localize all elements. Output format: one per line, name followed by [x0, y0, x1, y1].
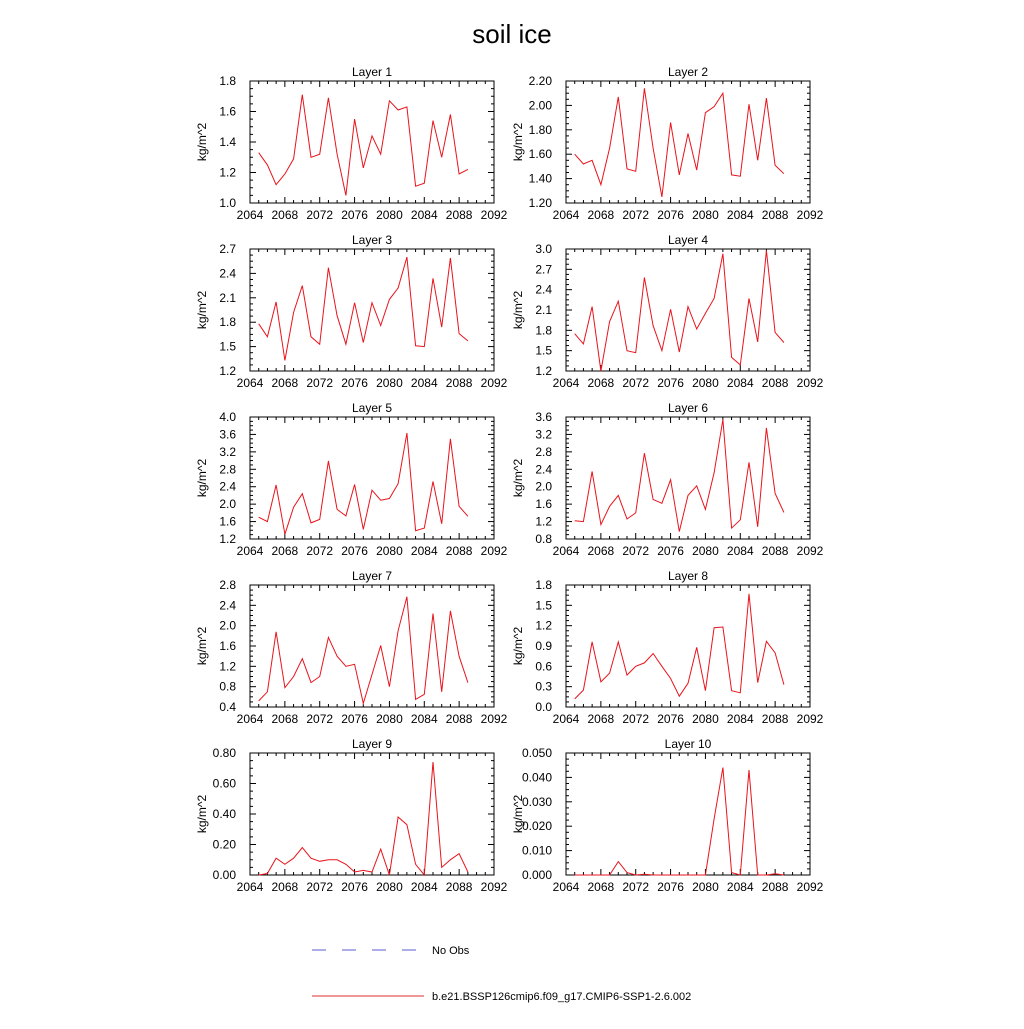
- y-tick-label: 1.80: [528, 122, 552, 137]
- series-line: [575, 594, 784, 699]
- x-tick-label: 2080: [376, 880, 403, 894]
- panel-title: Layer 7: [351, 569, 393, 583]
- x-tick-label: 2084: [726, 544, 754, 558]
- x-tick-label: 2076: [657, 712, 684, 726]
- y-tick-label: 2.4: [535, 282, 552, 297]
- panels-group: [195, 65, 824, 894]
- x-tick-label: 2092: [480, 208, 508, 222]
- x-tick-label: 2064: [236, 880, 264, 894]
- x-tick-label: 2076: [341, 712, 368, 726]
- y-tick-label: 1.4: [219, 135, 236, 149]
- plot-frame: [566, 585, 810, 707]
- y-tick-label: 0.8: [219, 679, 236, 694]
- y-tick-label: 0.040: [521, 770, 552, 785]
- legend: [312, 945, 691, 1003]
- y-tick-label: 0.9: [535, 639, 552, 653]
- plot-frame: [250, 417, 494, 539]
- panel-title: Layer 4: [667, 233, 709, 247]
- x-tick-label: 2064: [552, 208, 580, 222]
- y-tick-label: 1.0: [219, 196, 236, 210]
- x-tick-label: 2064: [552, 880, 580, 894]
- y-axis-label: kg/m^2: [511, 458, 525, 498]
- y-tick-label: 2.4: [535, 462, 552, 477]
- y-axis-label: kg/m^2: [195, 458, 209, 498]
- x-tick-label: 2084: [726, 208, 754, 222]
- panel-title: Layer 1: [351, 65, 393, 79]
- x-tick-label: 2072: [306, 376, 334, 390]
- panel-title: Layer 3: [351, 233, 393, 247]
- y-tick-label: 4.0: [219, 410, 236, 424]
- panel-layer-1: [195, 65, 508, 222]
- x-tick-label: 2080: [692, 712, 719, 726]
- y-tick-label: 2.4: [219, 598, 236, 613]
- y-tick-label: 0.60: [212, 776, 236, 791]
- x-tick-label: 2084: [410, 712, 438, 726]
- x-tick-label: 2076: [657, 880, 684, 894]
- series-line: [259, 597, 468, 704]
- x-tick-label: 2092: [796, 208, 824, 222]
- x-tick-label: 2080: [376, 208, 403, 222]
- x-tick-label: 2080: [376, 544, 403, 558]
- x-tick-label: 2064: [236, 544, 264, 558]
- x-tick-label: 2072: [306, 712, 334, 726]
- y-tick-label: 0.3: [535, 679, 552, 694]
- panel-title: Layer 5: [351, 401, 393, 415]
- x-tick-label: 2084: [410, 880, 438, 894]
- y-axis-label: kg/m^2: [195, 122, 209, 162]
- series-line: [575, 420, 784, 532]
- y-tick-label: 0.40: [212, 807, 236, 821]
- y-tick-label: 1.2: [535, 514, 552, 529]
- y-tick-label: 1.8: [535, 323, 552, 338]
- x-tick-label: 2072: [622, 208, 650, 222]
- x-tick-label: 2092: [796, 712, 824, 726]
- series-line: [575, 88, 784, 197]
- y-tick-label: 2.1: [535, 303, 552, 317]
- x-tick-label: 2068: [271, 376, 299, 390]
- x-tick-label: 2064: [552, 712, 580, 726]
- y-tick-label: 1.8: [219, 74, 236, 88]
- panel-layer-7: [195, 569, 508, 726]
- y-tick-label: 1.2: [219, 165, 236, 180]
- y-axis-label: kg/m^2: [511, 122, 525, 162]
- series-line: [259, 762, 468, 875]
- plot-frame: [250, 81, 494, 203]
- x-tick-label: 2080: [692, 880, 719, 894]
- y-tick-label: 0.000: [521, 868, 552, 882]
- panel-layer-6: [511, 401, 824, 558]
- y-tick-label: 2.8: [219, 578, 236, 592]
- panel-layer-9: [195, 737, 508, 894]
- y-axis-label: kg/m^2: [511, 794, 525, 834]
- y-tick-label: 3.2: [219, 444, 236, 459]
- panel-layer-8: [511, 569, 824, 726]
- y-tick-label: 1.2: [535, 364, 552, 378]
- y-tick-label: 0.4: [219, 700, 236, 714]
- y-tick-label: 0.8: [535, 532, 552, 546]
- y-tick-label: 0.20: [212, 837, 236, 852]
- x-tick-label: 2092: [480, 880, 508, 894]
- plot-frame: [250, 753, 494, 875]
- y-tick-label: 1.6: [535, 497, 552, 512]
- y-tick-label: 1.6: [219, 514, 236, 529]
- x-tick-label: 2092: [796, 376, 824, 390]
- x-tick-label: 2076: [341, 376, 368, 390]
- x-tick-label: 2068: [271, 208, 299, 222]
- x-tick-label: 2072: [622, 544, 650, 558]
- y-axis-label: kg/m^2: [511, 290, 525, 330]
- x-tick-label: 2076: [341, 208, 368, 222]
- x-tick-label: 2088: [761, 208, 789, 222]
- x-tick-label: 2072: [306, 544, 334, 558]
- x-tick-label: 2068: [587, 712, 615, 726]
- x-tick-label: 2064: [236, 208, 264, 222]
- x-tick-label: 2068: [587, 544, 615, 558]
- y-tick-label: 2.8: [535, 444, 552, 459]
- y-tick-label: 2.0: [535, 479, 552, 494]
- x-tick-label: 2092: [480, 712, 508, 726]
- y-tick-label: 1.2: [219, 364, 236, 378]
- series-line: [259, 433, 468, 534]
- y-axis-label: kg/m^2: [511, 626, 525, 666]
- y-tick-label: 0.6: [535, 659, 552, 674]
- x-tick-label: 2088: [445, 712, 473, 726]
- x-tick-label: 2080: [376, 712, 403, 726]
- x-tick-label: 2088: [761, 880, 789, 894]
- x-tick-label: 2068: [271, 880, 299, 894]
- x-tick-label: 2092: [480, 544, 508, 558]
- x-tick-label: 2076: [341, 544, 368, 558]
- panel-title: Layer 2: [667, 65, 709, 79]
- y-tick-label: 2.7: [535, 262, 552, 277]
- x-tick-label: 2084: [410, 544, 438, 558]
- y-tick-label: 1.6: [219, 639, 236, 653]
- x-tick-label: 2076: [657, 544, 684, 558]
- legend-label-model: b.e21.BSSP126cmip6.f09_g17.CMIP6-SSP1-2.6.002: [432, 991, 692, 1003]
- y-tick-label: 0.030: [521, 794, 552, 809]
- x-tick-label: 2084: [410, 376, 438, 390]
- y-tick-label: 2.4: [219, 266, 236, 281]
- x-tick-label: 2088: [445, 544, 473, 558]
- y-tick-label: 2.20: [528, 74, 552, 88]
- y-tick-label: 1.2: [219, 659, 236, 674]
- y-tick-label: 2.00: [528, 98, 552, 113]
- x-tick-label: 2068: [587, 376, 615, 390]
- panel-title: Layer 10: [664, 737, 712, 751]
- series-line: [259, 95, 468, 196]
- y-tick-label: 2.8: [219, 462, 236, 477]
- y-tick-label: 0.050: [521, 746, 552, 760]
- y-tick-label: 1.40: [528, 171, 552, 186]
- x-tick-label: 2068: [271, 712, 299, 726]
- y-tick-label: 0.020: [521, 819, 552, 834]
- x-tick-label: 2076: [341, 880, 368, 894]
- x-tick-label: 2072: [622, 880, 650, 894]
- x-tick-label: 2088: [761, 376, 789, 390]
- y-axis-label: kg/m^2: [195, 794, 209, 834]
- y-tick-label: 1.8: [219, 315, 236, 330]
- x-tick-label: 2088: [445, 880, 473, 894]
- y-tick-label: 0.010: [521, 843, 552, 858]
- y-tick-label: 2.0: [219, 618, 236, 633]
- x-tick-label: 2068: [587, 880, 615, 894]
- series-line: [575, 250, 784, 371]
- y-tick-label: 3.0: [535, 242, 552, 256]
- x-tick-label: 2064: [236, 712, 264, 726]
- plot-frame: [566, 753, 810, 875]
- x-tick-label: 2080: [692, 376, 719, 390]
- x-tick-label: 2088: [761, 544, 789, 558]
- x-tick-label: 2084: [726, 880, 754, 894]
- x-tick-label: 2084: [410, 208, 438, 222]
- y-tick-label: 1.5: [219, 339, 236, 354]
- x-tick-label: 2064: [552, 544, 580, 558]
- panel-layer-5: [195, 401, 508, 558]
- x-tick-label: 2092: [480, 376, 508, 390]
- x-tick-label: 2084: [726, 376, 754, 390]
- x-tick-label: 2084: [726, 712, 754, 726]
- panel-layer-10: [511, 737, 824, 894]
- x-tick-label: 2072: [306, 208, 334, 222]
- y-tick-label: 3.6: [219, 427, 236, 442]
- x-tick-label: 2092: [796, 544, 824, 558]
- y-tick-label: 1.60: [528, 147, 552, 162]
- y-tick-label: 2.4: [219, 479, 236, 494]
- y-axis-label: kg/m^2: [195, 626, 209, 666]
- panel-layer-4: [511, 233, 824, 390]
- panel-title: Layer 9: [351, 737, 393, 751]
- x-tick-label: 2072: [622, 712, 650, 726]
- figure-title: soil ice: [472, 19, 552, 49]
- x-tick-label: 2088: [761, 712, 789, 726]
- x-tick-label: 2092: [796, 880, 824, 894]
- x-tick-label: 2064: [552, 376, 580, 390]
- y-tick-label: 1.20: [528, 196, 552, 210]
- y-tick-label: 2.1: [219, 290, 236, 305]
- y-axis-label: kg/m^2: [195, 290, 209, 330]
- panel-title: Layer 6: [667, 401, 709, 415]
- y-tick-label: 0.80: [212, 746, 236, 760]
- plot-frame: [566, 249, 810, 371]
- x-tick-label: 2068: [271, 544, 299, 558]
- x-tick-label: 2080: [692, 208, 719, 222]
- x-tick-label: 2076: [657, 208, 684, 222]
- x-tick-label: 2080: [376, 376, 403, 390]
- y-tick-label: 3.6: [535, 410, 552, 424]
- y-tick-label: 2.0: [219, 497, 236, 512]
- series-line: [259, 257, 468, 360]
- y-tick-label: 1.2: [535, 618, 552, 633]
- plot-frame: [566, 81, 810, 203]
- y-tick-label: 2.7: [219, 242, 236, 256]
- y-tick-label: 0.0: [535, 700, 552, 714]
- series-line: [575, 768, 784, 875]
- x-tick-label: 2064: [236, 376, 264, 390]
- x-tick-label: 2080: [692, 544, 719, 558]
- y-tick-label: 1.2: [219, 532, 236, 546]
- y-tick-label: 1.5: [535, 598, 552, 613]
- y-tick-label: 0.00: [212, 868, 236, 882]
- y-tick-label: 1.5: [535, 343, 552, 358]
- x-tick-label: 2072: [306, 880, 334, 894]
- y-tick-label: 1.6: [219, 104, 236, 119]
- x-tick-label: 2068: [587, 208, 615, 222]
- y-tick-label: 3.2: [535, 427, 552, 442]
- x-tick-label: 2076: [657, 376, 684, 390]
- panel-layer-3: [195, 233, 508, 390]
- legend-label-no-obs: No Obs: [432, 945, 470, 957]
- x-tick-label: 2072: [622, 376, 650, 390]
- panel-title: Layer 8: [667, 569, 709, 583]
- panel-layer-2: [511, 65, 824, 222]
- x-tick-label: 2088: [445, 376, 473, 390]
- x-tick-label: 2088: [445, 208, 473, 222]
- y-tick-label: 1.8: [535, 578, 552, 592]
